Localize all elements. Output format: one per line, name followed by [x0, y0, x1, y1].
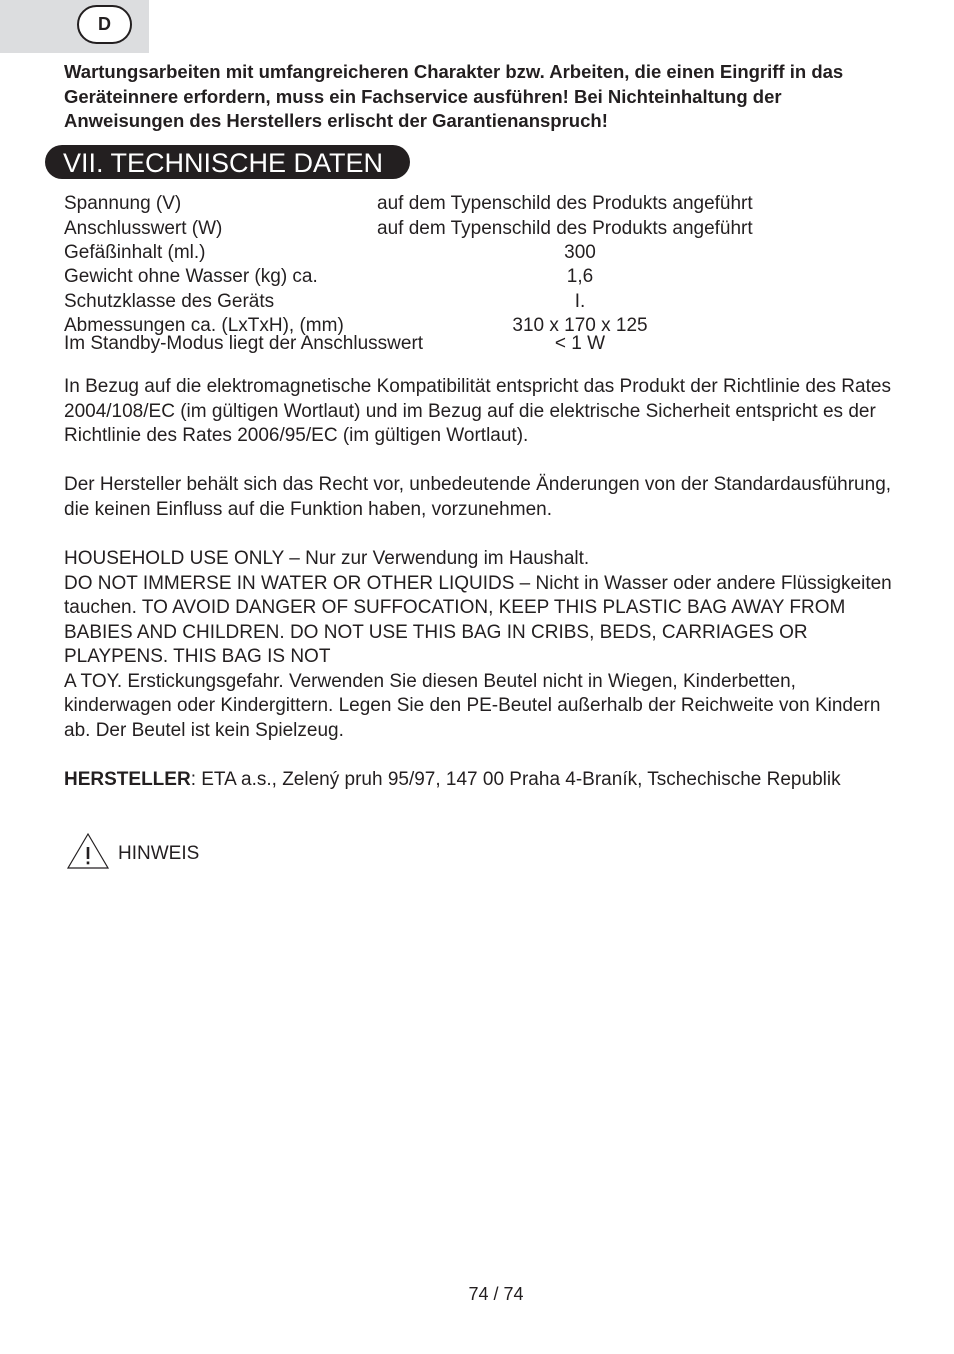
spec-row-weight: [64, 265, 904, 289]
spec-value: auf dem Typenschild des Produkts angeführt: [377, 218, 753, 239]
immerse-warning: DO NOT IMMERSE IN WATER OR OTHER LIQUIDS – Nicht in Wasser oder andere Flüssigkeiten tauchen. TO AVOID DANGER OF SUFFOCATION, KEEP THIS PLASTIC BAG AWAY FROM BABIES AND CHILDREN. DO NOT USE THIS BAG IN CRIBS, BEDS, CARRIAGES OR PLAYPENS. THIS BAG IS NOT: [64, 572, 892, 667]
paragraph-changes: [64, 473, 904, 522]
spec-value: I.: [574, 291, 586, 312]
spec-value: auf dem Typenschild des Produkts angeführt: [377, 193, 753, 214]
warning-triangle-icon: [66, 832, 110, 870]
household-line: HOUSEHOLD USE ONLY – Nur zur Verwendung im Haushalt.: [64, 548, 590, 569]
language-badge: D: [77, 5, 132, 44]
spec-label: Abmessungen ca. (LxTxH), (mm): [64, 315, 344, 336]
manufacturer-info: [64, 768, 904, 793]
language-tab: [0, 0, 149, 53]
notice: [66, 831, 199, 871]
spec-value: 1,6: [566, 266, 594, 287]
paragraph-text: Der Hersteller behält sich das Recht vor, unbedeutende Änderungen von der Standardausführung, die keinen Einfluss auf die Funktion haben, vorzunehmen.: [64, 474, 892, 520]
toy-warning: A TOY. Erstickungsgefahr. Verwenden Sie diesen Beutel nicht in Wiegen, Kinderbetten, kinderwagen oder Kindergittern. Legen Sie den PE-Beutel außerhalb der Reichweite von Kindern ab. Der Beutel ist kein Spielzeug.: [64, 670, 881, 741]
paragraph-text: In Bezug auf die elektromagnetische Kompatibilität entspricht das Produkt der Richtlinie des Rates 2004/108/EC (im gültigen Wortlaut) und im Bezug auf die elektrische Sicherheit entspricht es der Richtlinie des Rates 2006/95/EC (im gültigen Wortlaut).: [64, 376, 891, 446]
spec-label: Gewicht ohne Wasser (kg) ca.: [64, 266, 318, 287]
spec-value: 300: [564, 242, 596, 263]
spec-label: Anschlusswert (W): [64, 218, 223, 239]
paragraph-emc: [64, 375, 904, 449]
spec-label: Im Standby-Modus liegt der Anschlusswert: [64, 333, 424, 354]
spec-row-standby: [64, 332, 904, 356]
manufacturer-label: HERSTELLER: [64, 769, 191, 790]
spec-row-voltage: [64, 192, 904, 216]
maintenance-warning: Wartungsarbeiten mit umfangreicheren Charakter bzw. Arbeiten, die einen Eingriff in das Geräteinnere erfordern, muss ein Fachservice ausführen! Bei Nichteinhaltung der Anweisungen des Herstellers erlischt der Garantienanspruch!: [64, 61, 844, 131]
notice-label: HINWEIS: [118, 843, 200, 864]
spec-value: 310 x 170 x 125: [512, 315, 648, 336]
spec-label: Gefäßinhalt (ml.): [64, 242, 206, 263]
section-heading: VII. TECHNISCHE DATEN: [45, 145, 410, 179]
spec-label: Schutzklasse des Geräts: [64, 291, 275, 312]
paragraph-safety: [64, 547, 904, 743]
spec-value: < 1 W: [554, 333, 606, 354]
spec-row-protection-class: [64, 290, 904, 314]
spec-row-capacity: [64, 241, 904, 265]
spec-label: Spannung (V): [64, 193, 182, 214]
spec-row-power: [64, 217, 904, 241]
manufacturer-address: : ETA a.s., Zelený pruh 95/97, 147 00 Praha 4-Braník, Tschechische Republik: [190, 769, 841, 790]
manufacturer-line: [64, 768, 904, 793]
page-number: 74 / 74: [468, 1284, 524, 1304]
